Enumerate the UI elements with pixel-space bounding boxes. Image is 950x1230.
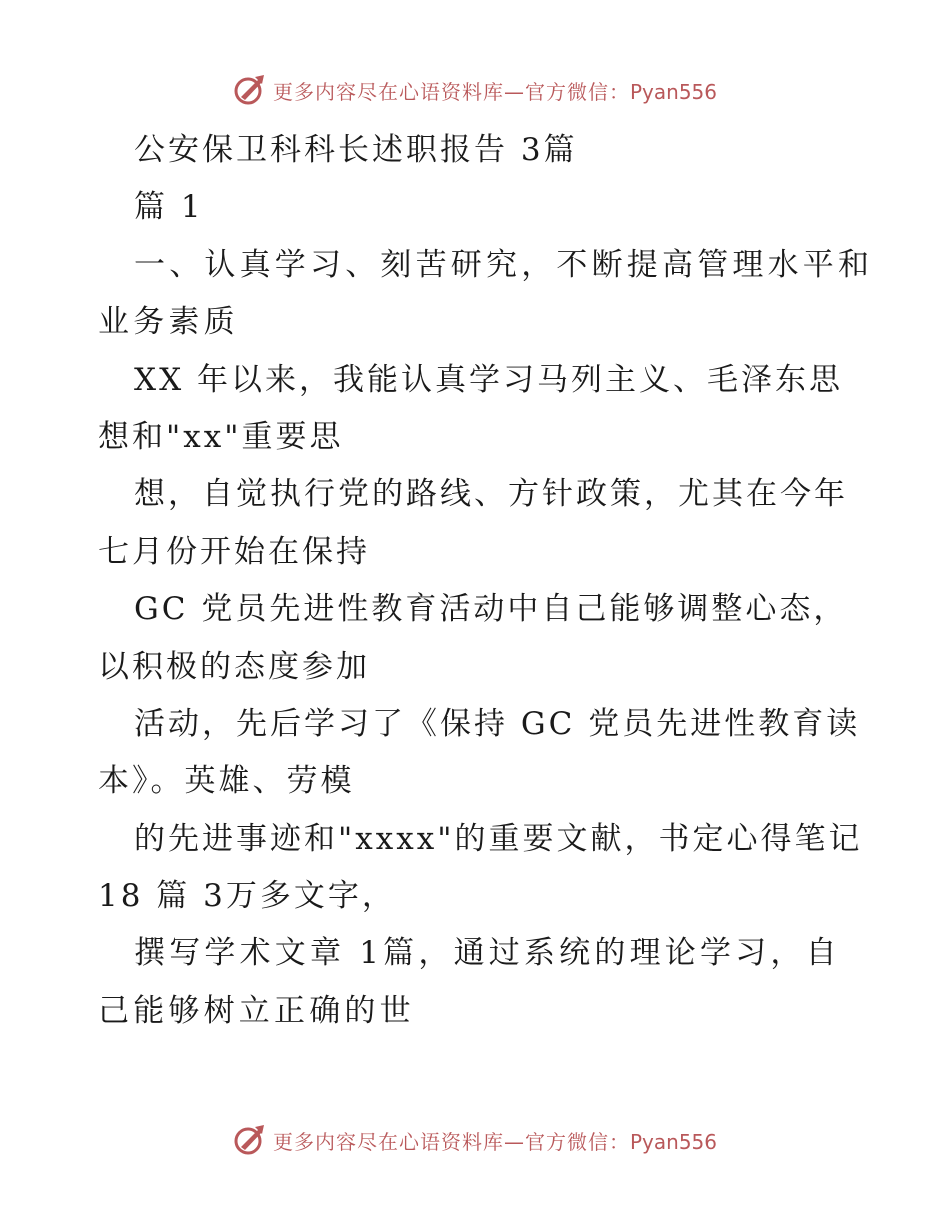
text-line: GC 党员先进性教育活动中自己能够调整心态， (134, 591, 848, 628)
text-line: 的先进事迹和"xxxx"的重要文献，书定心得笔记 (134, 820, 863, 857)
text-line: 想和"xx"重要思 (98, 418, 344, 455)
text-line: XX 年以来，我能认真学习马列主义、毛泽东思 (134, 361, 843, 398)
text-line: 以积极的态度参加 (98, 648, 370, 685)
watermark-handle: Pyan556 (629, 1129, 717, 1154)
text-line: 己能够树立正确的世 (98, 992, 415, 1029)
text-line: 想，自觉执行党的路线、方针政策，尤其在今年 (134, 476, 848, 513)
text-line: 18 篇 3万多文字， (98, 878, 396, 915)
quill-circle-logo-icon (233, 1123, 267, 1157)
text-line: 业务素质 (98, 304, 239, 341)
text-line: 本》。英雄、劳模 (98, 763, 355, 800)
text-line: 撰写学术文章 1篇，通过系统的理论学习，自 (134, 935, 841, 972)
quill-circle-logo-icon (233, 73, 267, 107)
watermark-text: 更多内容尽在心语资料库—官方微信：Pyan556 (272, 79, 717, 104)
text-line: 活动，先后学习了《保持 GC 党员先进性教育读 (134, 705, 861, 742)
watermark-text: 更多内容尽在心语资料库—官方微信：Pyan556 (272, 1129, 717, 1154)
watermark-banner-top (0, 68, 950, 112)
section-heading: 篇 1 (134, 189, 204, 226)
watermark-banner-bottom (0, 1118, 950, 1162)
text-line: 七月份开始在保持 (98, 533, 370, 570)
document-body (98, 122, 874, 1040)
document-title: 公安保卫科科长述职报告 3篇 (134, 132, 578, 168)
watermark-handle: Pyan556 (629, 79, 717, 104)
text-line: 一、认真学习、刻苦研究，不断提高管理水平和 (134, 246, 874, 283)
